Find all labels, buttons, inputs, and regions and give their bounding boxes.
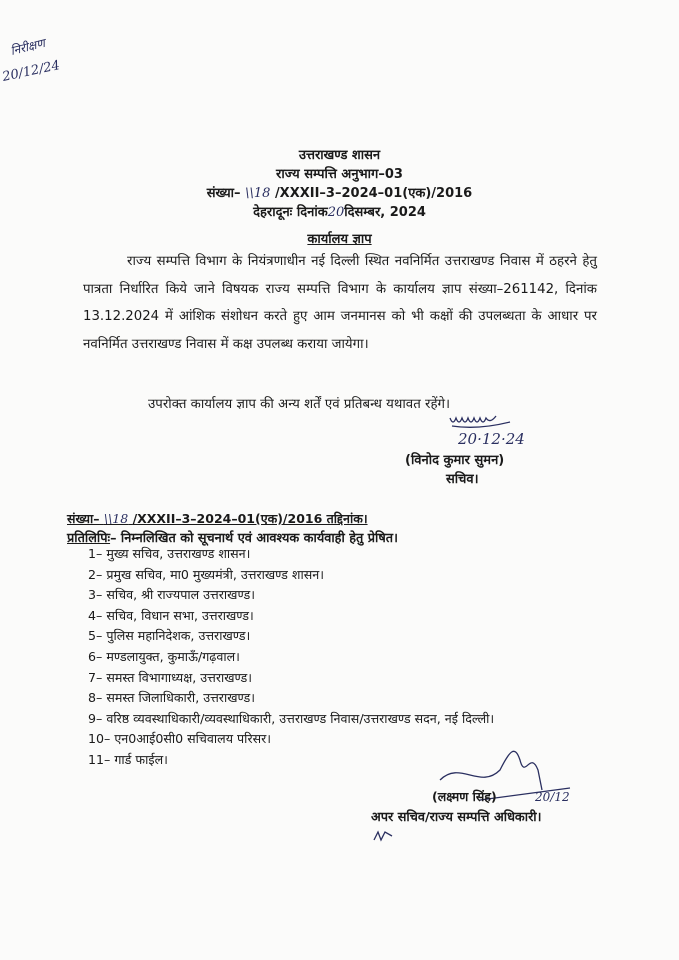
body-paragraph: राज्य सम्पत्ति विभाग के नियंत्रणाधीन नई दिल्ली स्थित नवनिर्मित उत्तराखण्ड निवास में ठहरने हेतु पात्रता निर्धारित किये जाने विषयक राज्य सम्पत्ति विभाग के कार्यालय ज्ञाप संख्या–261142, दिनांक 13.12.2024 में आंशिक संशोधन करते हुए आम जनमानस को भी कक्षों की उपलब्धता के आधार पर नवनिर्मित उत्तराखण्ड निवास में कक्ष उपलब्ध कराया जायेगा। <box>83 254 597 352</box>
header-government: उत्तराखण्ड शासन <box>298 148 381 163</box>
header-reference: संख्या– \\18 /XXXII–3–2024–01(एक)/2016 <box>206 186 473 201</box>
document-title: कार्यालय ज्ञाप <box>307 232 372 247</box>
list-item: 11– गार्ड फाईल। <box>88 751 168 767</box>
initial-mark-icon <box>372 828 396 844</box>
list-item: 2– प्रमुख सचिव, मा0 मुख्यमंत्री, उत्तराखण्ड शासन। <box>88 566 324 582</box>
list-item: 7– समस्त विभागाध्यक्ष, उत्तराखण्ड। <box>88 669 253 685</box>
copy-reference: संख्या– \\18 /XXXII–3–2024–01(एक)/2016 तद्दिनांक। <box>67 511 368 526</box>
list-item: 1– मुख्य सचिव, उत्तराखण्ड शासन। <box>88 546 251 561</box>
header-section: राज्य सम्पत्ति अनुभाग–03 <box>276 167 403 182</box>
list-item: 3– सचिव, श्री राज्यपाल उत्तराखण्ड। <box>88 587 255 603</box>
list-item: 5– पुलिस महानिदेशक, उत्तराखण्ड। <box>88 628 251 644</box>
list-item: 6– मण्डलायुक्त, कुमाऊँ/गढ़वाल। <box>88 648 240 664</box>
list-item: 8– समस्त जिलाधिकारी, उत्तराखण्ड। <box>88 690 256 706</box>
list-item: 9– वरिष्ठ व्यवस्थाधिकारी/व्यवस्थाधिकारी, उत्तराखण्ड निवास/उत्तराखण्ड सदन, नई दिल्ली। <box>88 710 495 726</box>
signature-date: 20·12·24 <box>458 430 525 448</box>
closing-line: उपरोक्त कार्यालय ज्ञाप की अन्य शर्तें एवं प्रतिबन्ध यथावत रहेंगे। <box>148 397 451 412</box>
list-item: 4– सचिव, विधान सभा, उत्तराखण्ड। <box>88 607 254 623</box>
margin-note-initial: निरीक्षण <box>8 35 47 59</box>
header-date: देहरादूनः दिनांक20दिसम्बर, 2024 <box>253 205 426 220</box>
second-signature-date: 20/12 <box>535 790 570 804</box>
recipient-list <box>88 544 494 771</box>
signatory-name: (विनोद कुमार सुमन) <box>405 453 505 468</box>
list-item: 10– एन0आई0सी0 सचिवालय परिसर। <box>88 731 272 747</box>
second-signatory-name: (लक्ष्मण सिंह) <box>432 789 497 804</box>
margin-note-date: 20/12/24 <box>1 58 62 85</box>
copy-heading: प्रतिलिपिः– निम्नलिखित को सूचनार्थ एवं आवश्यक कार्यवाही हेतु प्रेषित। <box>67 531 398 546</box>
signature-icon <box>448 410 518 432</box>
signatory-designation: सचिव। <box>446 472 479 487</box>
second-signatory-designation: अपर सचिव/राज्य सम्पत्ति अधिकारी। <box>371 810 542 825</box>
